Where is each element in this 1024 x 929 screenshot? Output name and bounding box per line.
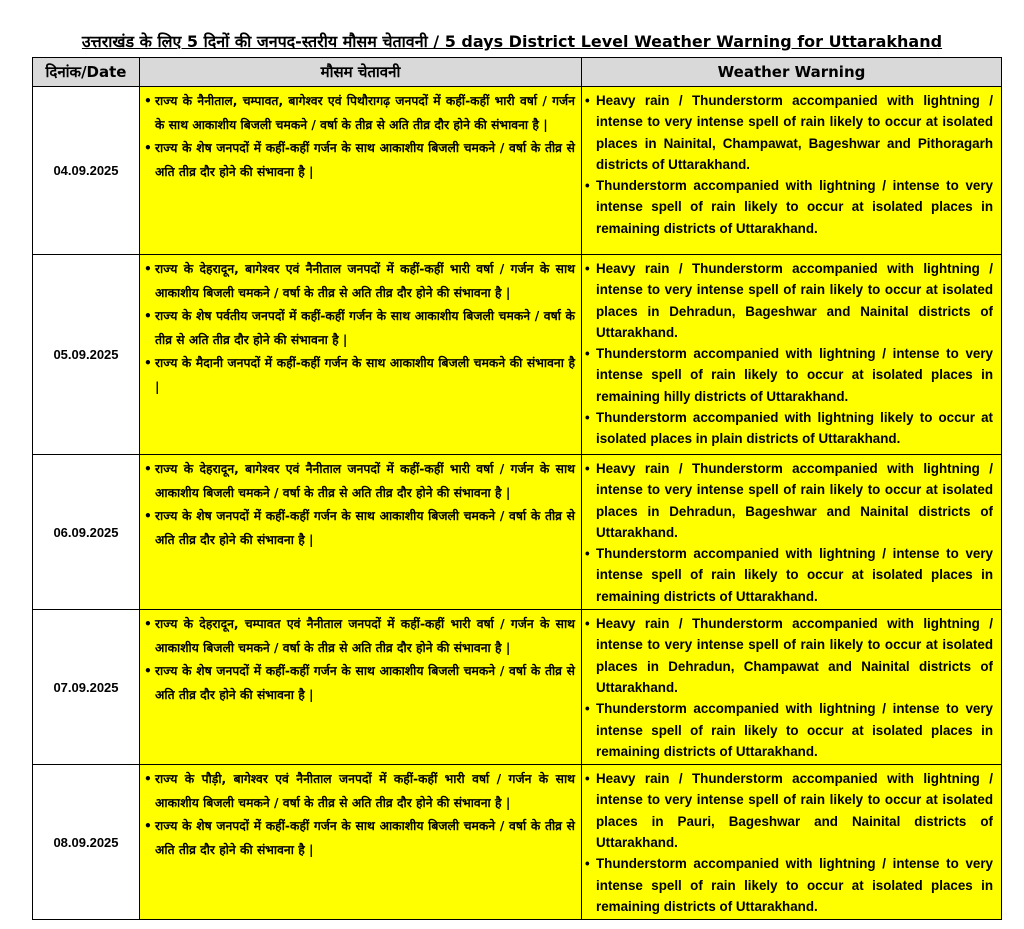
english-warning-item: • Heavy rain / Thunderstorm accompanied with lightning / intense to very intense spell of rain likely to occur at isolated places in Dehradun, Bageshwar and Nainital districts of Uttarakhand.	[585, 258, 993, 343]
hindi-warning-item: • राज्य के देहरादून, चम्पावत एवं नैनीताल जनपदों में कहीं-कहीं भारी वर्षा / गर्जन के साथ आकाशीय बिजली चमकने / वर्षा के तीव्र से अति तीव्र दौर होने की संभावना है |	[144, 613, 575, 660]
english-warning-cell	[582, 87, 1002, 255]
bullet-icon: •	[144, 462, 152, 476]
bullet-icon: •	[144, 819, 152, 834]
english-warning-item: • Heavy rain / Thunderstorm accompanied with lightning / intense to very intense spell of rain likely to occur at isolated places in Nainital, Champawat, Bageshwar and Pithoragarh districts of Uttarakhand.	[585, 90, 993, 175]
english-warning-column-header: Weather Warning	[582, 58, 1002, 87]
english-warning-item: • Thunderstorm accompanied with lightning / intense to very intense spell of rain likely to occur at isolated places in remaining districts of Uttarakhand.	[585, 853, 993, 917]
bullet-icon: •	[585, 178, 590, 194]
english-warning-item: • Heavy rain / Thunderstorm accompanied with lightning / intense to very intense spell of rain likely to occur at isolated places in Dehradun, Champawat and Nainital districts of Uttarakhand.	[585, 613, 993, 698]
hindi-warning-item: • राज्य के मैदानी जनपदों में कहीं-कहीं गर्जन के साथ आकाशीय बिजली चमकने की संभावना है |	[144, 352, 575, 399]
bullet-icon: •	[144, 617, 152, 632]
english-warning-item: • Thunderstorm accompanied with lightning / intense to very intense spell of rain likely to occur at isolated places in remaining districts of Uttarakhand.	[585, 543, 993, 607]
hindi-warning-cell	[140, 87, 582, 255]
bullet-icon: •	[585, 261, 590, 276]
hindi-warning-cell	[140, 610, 582, 765]
date-cell: 06.09.2025	[33, 455, 140, 610]
bullet-icon: •	[585, 616, 590, 632]
english-warning-cell	[582, 610, 1002, 765]
bullet-icon: •	[585, 771, 590, 787]
english-warning-item: • Heavy rain / Thunderstorm accompanied with lightning / intense to very intense spell of rain likely to occur at isolated places in Dehradun, Bageshwar and Nainital districts of Uttarakhand.	[585, 458, 993, 543]
bullet-icon: •	[144, 664, 152, 679]
hindi-warning-item: • राज्य के नैनीताल, चम्पावत, बागेश्वर एवं पिथौरागढ़ जनपदों में कहीं-कहीं भारी वर्षा / गर्जन के साथ आकाशीय बिजली चमकने / वर्षा के तीव्र से अति तीव्र दौर होने की संभावना है |	[144, 90, 575, 137]
warning-table	[32, 57, 1002, 920]
hindi-warning-cell	[140, 765, 582, 920]
bullet-icon: •	[585, 701, 590, 717]
bullet-icon: •	[144, 356, 152, 370]
english-warning-item: • Thunderstorm accompanied with lightning / intense to very intense spell of rain likely to occur at isolated places in remaining districts of Uttarakhand.	[585, 698, 993, 762]
bullet-icon: •	[144, 141, 152, 155]
date-cell: 04.09.2025	[33, 87, 140, 255]
hindi-warning-cell	[140, 255, 582, 455]
bullet-icon: •	[144, 309, 152, 323]
hindi-warning-cell	[140, 455, 582, 610]
hindi-warning-item: • राज्य के देहरादून, बागेश्वर एवं नैनीताल जनपदों में कहीं-कहीं भारी वर्षा / गर्जन के साथ आकाशीय बिजली चमकने / वर्षा के तीव्र से अति तीव्र दौर होने की संभावना है |	[144, 458, 575, 505]
page-title: उत्तराखंड के लिए 5 दिनों की जनपद-स्तरीय मौसम चेतावनी / 5 days District Level Weather Warning for Uttarakhand	[81, 32, 943, 51]
date-cell: 05.09.2025	[33, 255, 140, 455]
table-row	[33, 87, 1002, 255]
bullet-icon: •	[585, 856, 590, 872]
bullet-icon: •	[585, 461, 590, 476]
english-warning-cell	[582, 455, 1002, 610]
date-cell: 07.09.2025	[33, 610, 140, 765]
hindi-warning-item: • राज्य के देहरादून, बागेश्वर एवं नैनीताल जनपदों में कहीं-कहीं भारी वर्षा / गर्जन के साथ आकाशीय बिजली चमकने / वर्षा के तीव्र से अति तीव्र दौर होने की संभावना है |	[144, 258, 575, 305]
hindi-warning-item: • राज्य के शेष पर्वतीय जनपदों में कहीं-कहीं गर्जन के साथ आकाशीय बिजली चमकने / वर्षा के तीव्र से अति तीव्र दौर होने की संभावना है |	[144, 305, 575, 352]
date-cell: 08.09.2025	[33, 765, 140, 920]
hindi-warning-item: • राज्य के शेष जनपदों में कहीं-कहीं गर्जन के साथ आकाशीय बिजली चमकने / वर्षा के तीव्र से अति तीव्र दौर होने की संभावना है |	[144, 660, 575, 707]
bullet-icon: •	[585, 410, 590, 426]
english-warning-item: • Thunderstorm accompanied with lightning / intense to very intense spell of rain likely to occur at isolated places in remaining districts of Uttarakhand.	[585, 175, 993, 239]
hindi-warning-item: • राज्य के पौड़ी, बागेश्वर एवं नैनीताल जनपदों में कहीं-कहीं भारी वर्षा / गर्जन के साथ आकाशीय बिजली चमकने / वर्षा के तीव्र से अति तीव्र दौर होने की संभावना है |	[144, 768, 575, 815]
bullet-icon: •	[585, 346, 590, 362]
hindi-warning-column-header: मौसम चेतावनी	[140, 58, 582, 87]
table-row	[33, 455, 1002, 610]
bullet-icon: •	[585, 93, 590, 108]
english-warning-cell	[582, 255, 1002, 455]
bullet-icon: •	[144, 94, 152, 108]
hindi-warning-item: • राज्य के शेष जनपदों में कहीं-कहीं गर्जन के साथ आकाशीय बिजली चमकने / वर्षा के तीव्र से अति तीव्र दौर होने की संभावना है |	[144, 815, 575, 862]
bullet-icon: •	[144, 509, 152, 523]
bullet-icon: •	[585, 546, 590, 562]
date-column-header: दिनांक/Date	[33, 58, 140, 87]
bullet-icon: •	[144, 262, 152, 276]
header-row	[33, 58, 1002, 87]
hindi-warning-item: • राज्य के शेष जनपदों में कहीं-कहीं गर्जन के साथ आकाशीय बिजली चमकने / वर्षा के तीव्र से अति तीव्र दौर होने की संभावना है |	[144, 505, 575, 552]
english-warning-item: • Heavy rain / Thunderstorm accompanied with lightning / intense to very intense spell of rain likely to occur at isolated places in Pauri, Bageshwar and Nainital districts of Uttarakhand.	[585, 768, 993, 853]
table-row	[33, 255, 1002, 455]
english-warning-item: • Thunderstorm accompanied with lightning likely to occur at isolated places in plain districts of Uttarakhand.	[585, 407, 993, 450]
english-warning-cell	[582, 765, 1002, 920]
bullet-icon: •	[144, 772, 152, 787]
table-row	[33, 765, 1002, 920]
hindi-warning-item: • राज्य के शेष जनपदों में कहीं-कहीं गर्जन के साथ आकाशीय बिजली चमकने / वर्षा के तीव्र से अति तीव्र दौर होने की संभावना है |	[144, 137, 575, 184]
table-row	[33, 610, 1002, 765]
english-warning-item: • Thunderstorm accompanied with lightning / intense to very intense spell of rain likely to occur at isolated places in remaining hilly districts of Uttarakhand.	[585, 343, 993, 407]
